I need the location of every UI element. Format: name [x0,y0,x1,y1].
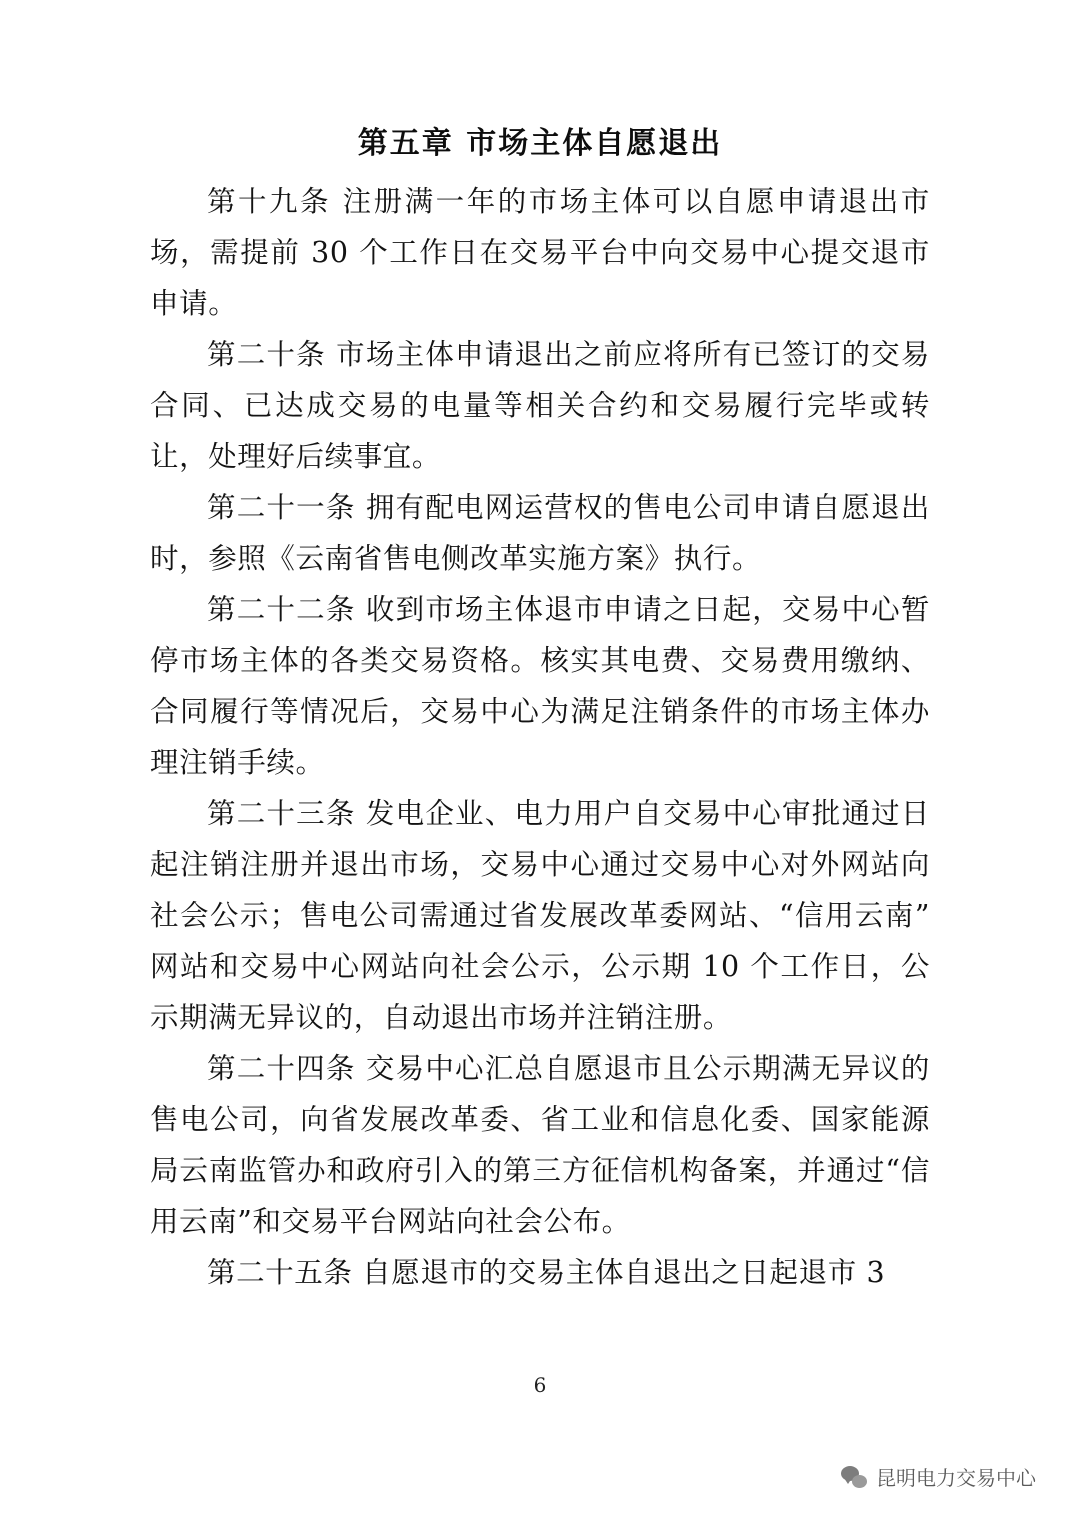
footer-watermark [841,1462,1036,1491]
paragraph-article-19: 第十九条 注册满一年的市场主体可以自愿申请退出市场，需提前 30 个工作日在交易平台中向交易中心提交退市申请。 [150,185,930,320]
page-number: 6 [533,1373,547,1397]
paragraph-article-24: 第二十四条 交易中心汇总自愿退市且公示期满无异议的售电公司，向省发展改革委、省工业和信息化委、国家能源局云南监管办和政府引入的第三方征信机构备案，并通过“信用云南”和交易平台网站向社会公布。 [150,1052,930,1238]
paragraph-article-23: 第二十三条 发电企业、电力用户自交易中心审批通过日起注销注册并退出市场，交易中心通过交易中心对外网站向社会公示；售电公司需通过省发展改革委网站、“信用云南”网站和交易中心网站向社会公示，公示期 10 个工作日，公示期满无异议的，自动退出市场并注销注册。 [150,797,930,1034]
wechat-icon [841,1466,867,1488]
paragraph-article-20: 第二十条 市场主体申请退出之前应将所有已签订的交易合同、已达成交易的电量等相关合约和交易履行完毕或转让，处理好后续事宜。 [150,338,930,473]
paragraph-article-22: 第二十二条 收到市场主体退市申请之日起，交易中心暂停市场主体的各类交易资格。核实其电费、交易费用缴纳、合同履行等情况后，交易中心为满足注销条件的市场主体办理注销手续。 [150,593,930,779]
footer-label: 昆明电力交易中心 [876,1468,1036,1490]
paragraph-article-21: 第二十一条 拥有配电网运营权的售电公司申请自愿退出时，参照《云南省售电侧改革实施方案》执行。 [150,491,930,575]
paragraph-article-25: 第二十五条 自愿退市的交易主体自退出之日起退市 3 [207,1256,886,1289]
chapter-title: 第五章 市场主体自愿退出 [357,126,723,161]
